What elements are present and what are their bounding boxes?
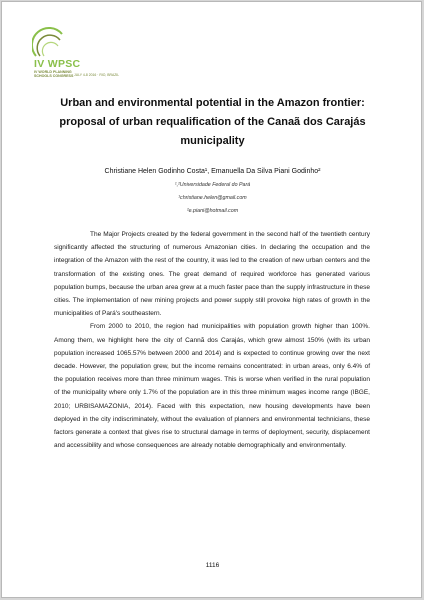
affiliation-institution: ¹,²Universidade Federal do Pará	[174, 182, 251, 188]
congress-logo	[32, 26, 162, 82]
title-line-3: municipality	[180, 135, 245, 147]
affiliation-email-1: ¹christiane.helen@gmail.com	[178, 195, 247, 201]
paper-page	[1, 1, 422, 598]
logo-arc-icon	[32, 26, 66, 60]
paper-title	[2, 94, 423, 151]
paragraph-1: The Major Projects created by the federal government in the second half of the twentieth century significantly affected the structuring of numerous Amazonian cities. In declaring the occupation and the integration of the Amazon with the rest of the country, it was led to the creation of new urban centers and the transformation of the existing ones. The great demand of required workforce has generated various population bumps, because the urban area grew at a much faster pace than the supply infrastructure in these cities. The implementation of new mining projects and power supply still provoke high rates of growth in the municipalities of Pará's southeastern.	[54, 231, 370, 318]
author-list: Christiane Helen Godinho Costa¹, Emanuella Da Silva Piani Godinho²	[104, 168, 321, 175]
page-number: 1116	[205, 562, 220, 569]
title-line-1: Urban and environmental potential in the Amazon frontier:	[60, 97, 365, 109]
abstract-body	[54, 228, 370, 452]
logo-subtitle: IV WORLD PLANNING SCHOOLS CONGRESS	[34, 70, 74, 79]
logo-title: IV WPSC	[34, 58, 81, 70]
logo-tagline: JULY 4-8 2016 · RIO, BRAZIL	[74, 73, 120, 77]
affiliation-email-2: ²e.piani@hotmail.com	[186, 208, 239, 214]
title-line-2: proposal of urban requalification of the Canaã dos Carajás	[59, 116, 366, 128]
paragraph-2: From 2000 to 2010, the region had municipalities with population growth higher than 100%. Among them, we highlight here the city of Cannã dos Carajás, which grew almost 150% (with its urban population increased 1065.57% between 2000 and 2014) and is expected to continue growing over the next decade. However, the population grew, but the income remains concentrated: in urban areas, only 6.4% of the population receives more than three minimum wages. This is worse when verified in the rural population of the municipality where only 1.7% of the population are in this three minimum wages income range (IBGE, 2010; URBISAMAZONIA, 2014). Faced with this expectation, new housing developments have been deployed in the city indiscriminately, without the evaluation of planners and environmental technicians, these factors generate a context that gives rise to structural damage in terms of deployment, security, displacement and accessibility and whose consequences are already notable demographically and environmentally.	[54, 323, 370, 450]
